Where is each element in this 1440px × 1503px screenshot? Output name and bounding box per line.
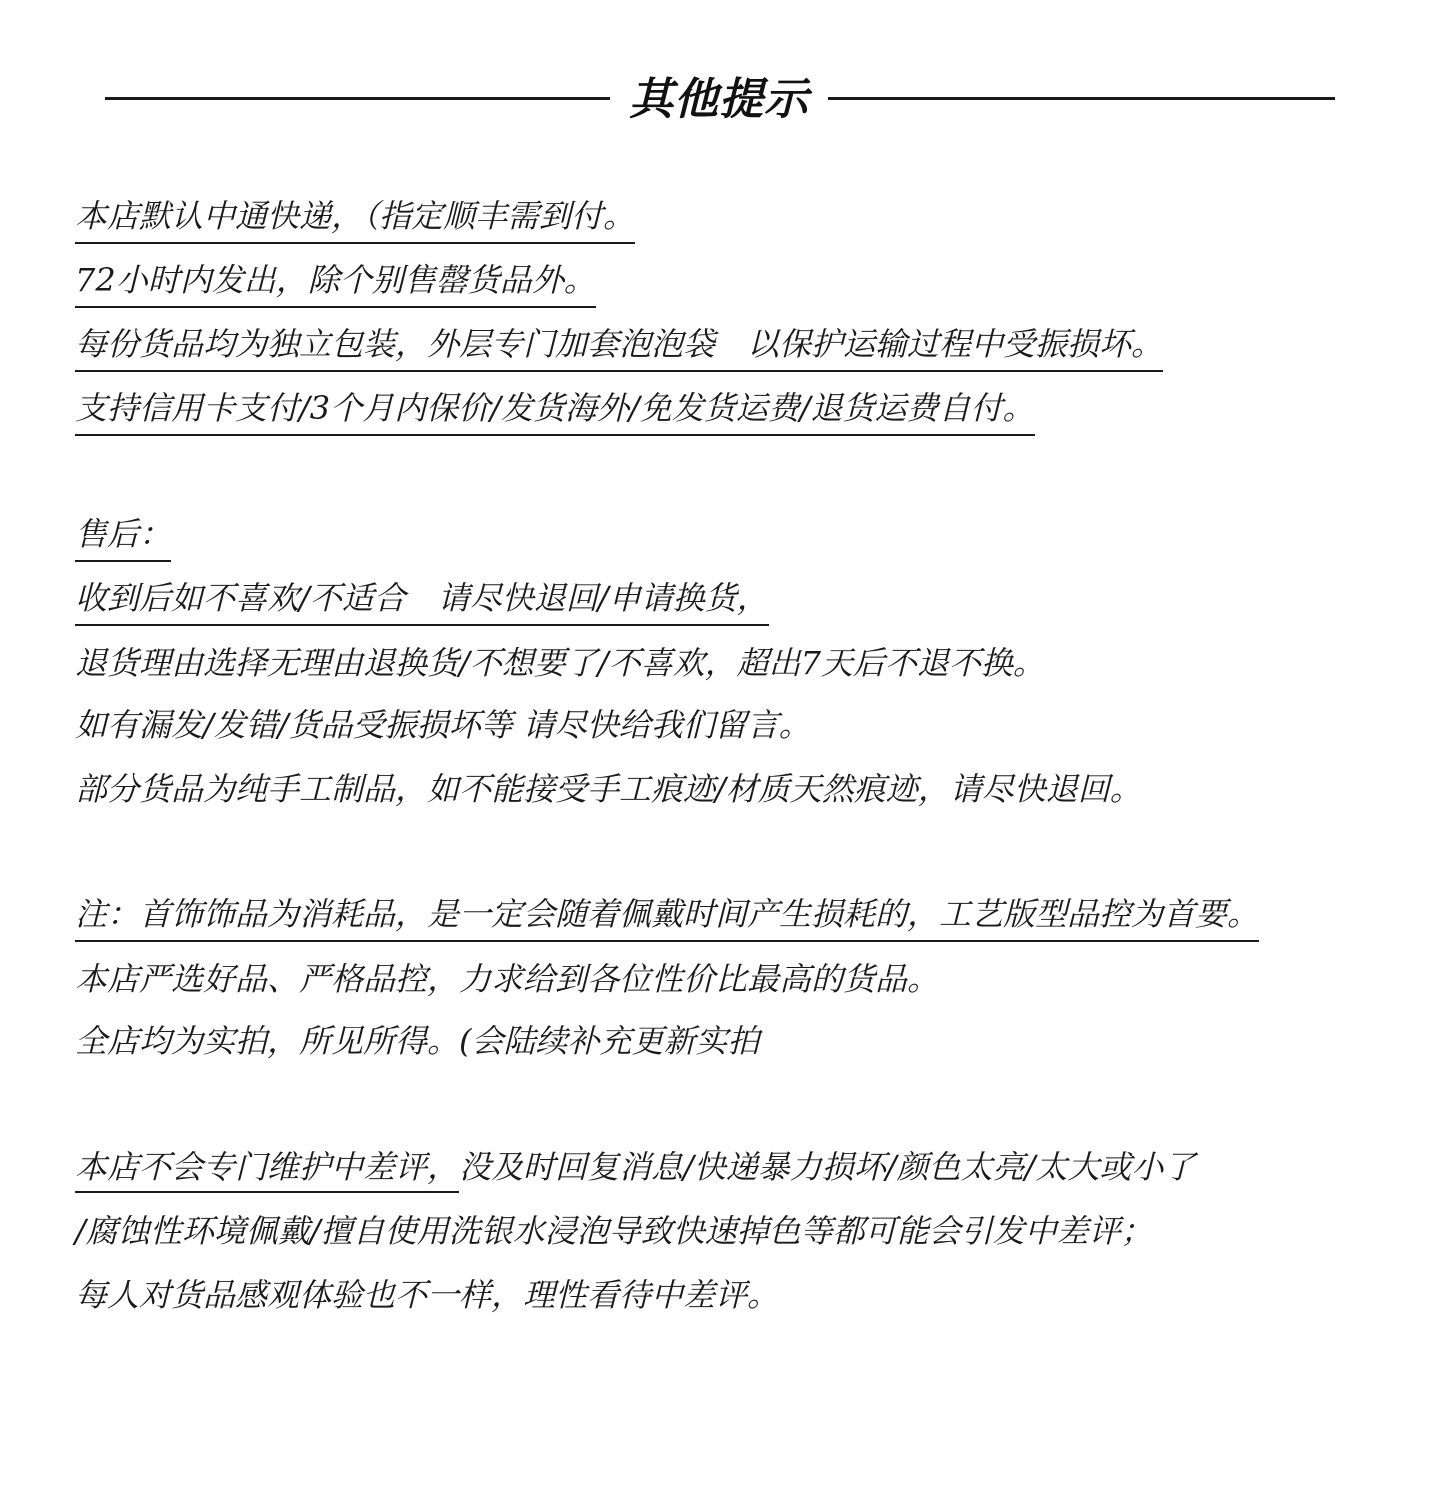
after-sales-heading: 售后： (75, 510, 171, 562)
shipping-line-packaging: 每份货品均为独立包装，外层专门加套泡泡袋 以保护运输过程中受振损坏。 (75, 320, 1163, 372)
shipping-line-payment: 支持信用卡支付/3个月内保价/发货海外/免发货运费/退货运费自付。 (75, 384, 1035, 436)
reviews-line-perception: 每人对货品感观体验也不一样，理性看待中差评。 (75, 1276, 780, 1314)
after-sales-line-missing: 如有漏发/发错/货品受振损坏等 请尽快给我们留言。 (75, 706, 811, 744)
after-sales-line-handmade: 部分货品为纯手工制品，如不能接受手工痕迹/材质天然痕迹，请尽快退回。 (75, 770, 1142, 808)
section-header (0, 60, 1440, 140)
note-line-quality: 本店严选好品、严格品控，力求给到各位性价比最高的货品。 (75, 960, 940, 998)
reviews-underlined-text: 本店不会专门维护中差评， (75, 1143, 459, 1193)
reviews-line-causes: /腐蚀性环境佩戴/擅自使用洗银水浸泡导致快速掉色等都可能会引发中差评； (75, 1212, 1153, 1250)
note-line-photos: 全店均为实拍，所见所得。(会陆续补充更新实拍 (75, 1022, 760, 1060)
shipping-line-dispatch: 72小时内发出，除个别售罄货品外。 (75, 256, 596, 308)
shipping-line-courier: 本店默认中通快递，（指定顺丰需到付。 (75, 192, 635, 244)
reviews-rest-text: 没及时回复消息/快递暴力损坏/颜色太亮/太大或小了 (459, 1148, 1196, 1186)
page-title: 其他提示 (629, 74, 809, 125)
header-rule-left (105, 97, 610, 100)
reviews-line-first (75, 1142, 1195, 1192)
header-rule-right (828, 97, 1335, 100)
note-line-consumable: 注：首饰饰品为消耗品，是一定会随着佩戴时间产生损耗的，工艺版型品控为首要。 (75, 890, 1259, 942)
after-sales-line-return: 收到后如不喜欢/不适合 请尽快退回/申请换货， (75, 574, 769, 626)
after-sales-line-reason: 退货理由选择无理由退换货/不想要了/不喜欢，超出7天后不退不换。 (75, 644, 1045, 682)
